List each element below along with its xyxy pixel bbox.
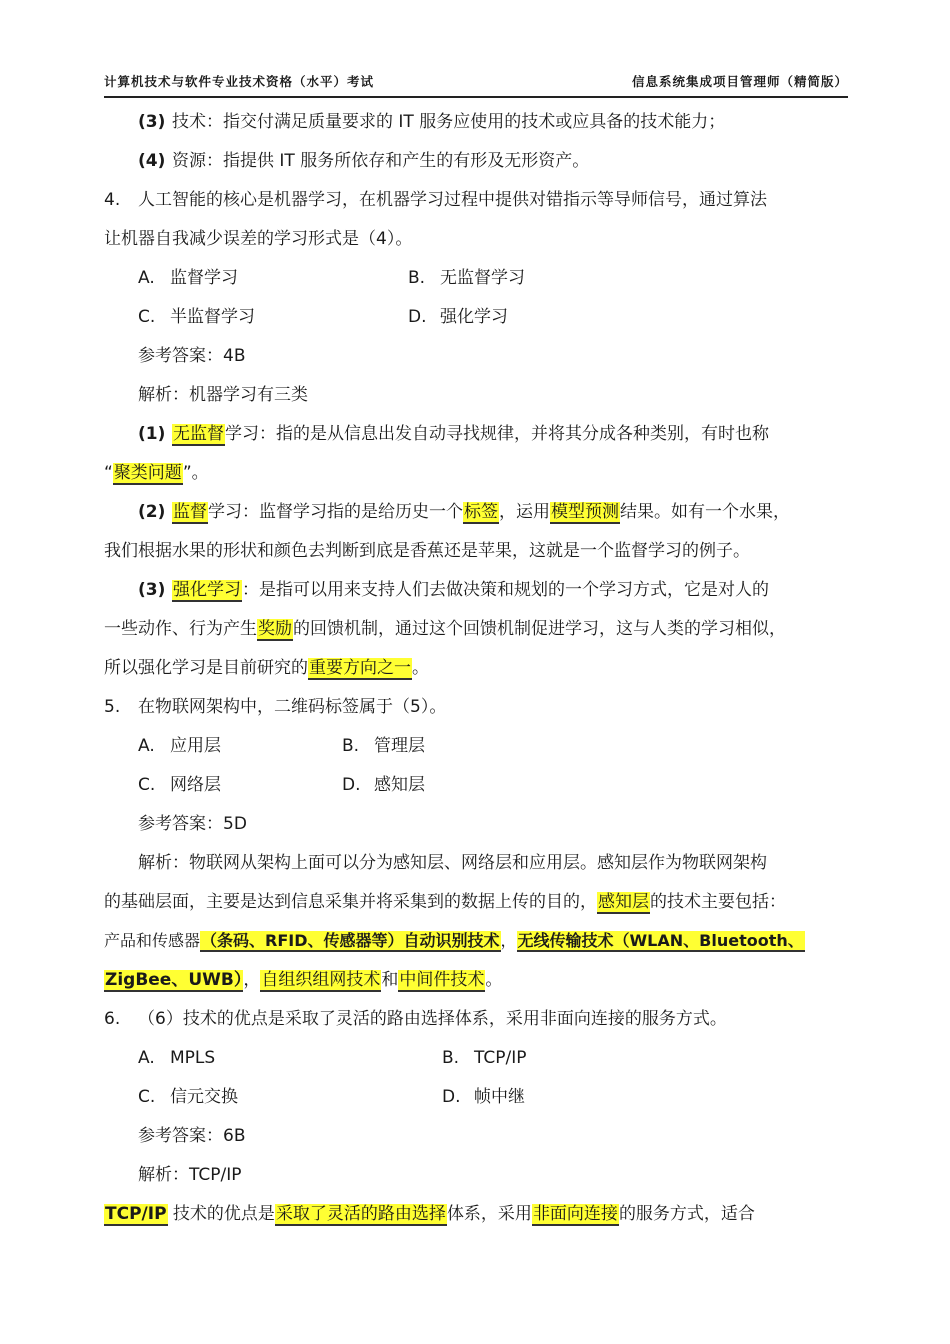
question-4-stem: 4. 人工智能的核心是机器学习，在机器学习过程中提供对错指示等导师信号，通过算法 [104, 190, 767, 210]
question-4-stem-cont: 让机器自我减少误差的学习形式是（4）。 [104, 229, 413, 249]
question-5-options-cd: C. 网络层 D. 感知层 [138, 775, 425, 795]
item-4-resource: (4) 资源：指提供 IT 服务所依存和产生的有形及无形资产。 [138, 151, 590, 171]
highlight: 标签 [464, 502, 498, 522]
highlight: 聚类问题 [113, 463, 182, 483]
highlight: ZigBee、UWB） [105, 970, 243, 990]
item-3-technology: (3) 技术：指交付满足质量要求的 IT 服务应使用的技术或应具备的技术能力； [138, 112, 726, 132]
question-6-options-cd: C. 信元交换 D. 帧中继 [138, 1087, 525, 1107]
question-4-answer: 参考答案：4B [138, 346, 246, 366]
question-4-options-ab: A. 监督学习 B. 无监督学习 [138, 268, 525, 288]
question-6-options-ab: A. MPLS B. TCP/IP [138, 1048, 527, 1068]
question-6-answer: 参考答案：6B [138, 1126, 246, 1146]
question-5-answer: 参考答案：5D [138, 814, 247, 834]
highlight: 监督 [173, 502, 207, 522]
header-left: 计算机技术与软件专业技术资格（水平）考试 [104, 74, 375, 89]
highlight: 强化学习 [173, 580, 241, 600]
question-4-options-cd: C. 半监督学习 D. 强化学习 [138, 307, 508, 327]
q4-point-3: (3) 强化学习：是指可以用来支持人们去做决策和规划的一个学习方式，它是对人的 [138, 580, 769, 600]
question-5-options-ab: A. 应用层 B. 管理层 [138, 736, 425, 756]
highlight: 中间件技术 [399, 970, 485, 990]
q4-point-1-cont: “聚类问题”。 [104, 463, 209, 483]
question-6-analysis: 解析：TCP/IP [138, 1165, 242, 1185]
highlight: 自组织组网技术 [261, 970, 381, 990]
header-right: 信息系统集成项目管理师（精简版） [631, 74, 848, 89]
question-6-analysis-cont: TCP/IP 技术的优点是采取了灵活的路由选择体系，采用非面向连接的服务方式，适合 [105, 1204, 755, 1224]
highlight: 重要方向之一 [309, 658, 411, 678]
question-5-analysis: 解析：物联网从架构上面可以分为感知层、网络层和应用层。感知层作为物联网架构 [138, 853, 767, 873]
q4-point-2-cont: 我们根据水果的形状和颜色去判断到底是香蕉还是苹果，这就是一个监督学习的例子。 [104, 541, 750, 561]
question-5-stem: 5. 在物联网架构中，二维码标签属于（5）。 [104, 697, 447, 717]
page-header [104, 68, 848, 98]
highlight: 模型预测 [551, 502, 619, 522]
question-5-analysis-cont2: 产品和传感器（条码、RFID、传感器等）自动识别技术，无线传输技术（WLAN、Bluetooth、 [104, 931, 804, 950]
highlight: TCP/IP [105, 1204, 167, 1224]
question-5-analysis-cont3: ZigBee、UWB），自组织组网技术和中间件技术。 [105, 970, 503, 990]
q4-point-3-cont2: 所以强化学习是目前研究的重要方向之一。 [104, 658, 429, 678]
q4-point-3-cont: 一些动作、行为产生奖励的回馈机制，通过这个回馈机制促进学习，这与人类的学习相似， [104, 619, 786, 639]
q4-point-2: (2) 监督学习：监督学习指的是给历史一个标签，运用模型预测结果。如有一个水果， [138, 502, 790, 522]
highlight: 无监督 [173, 424, 224, 444]
highlight: 非面向连接 [532, 1204, 618, 1224]
highlight: 无线传输技术（WLAN、Bluetooth、 [517, 931, 804, 950]
q4-point-1: (1) 无监督学习：指的是从信息出发自动寻找规律，并将其分成各种类别，有时也称 [138, 424, 769, 444]
highlight: 奖励 [258, 619, 292, 639]
question-6-stem: 6. （6）技术的优点是采取了灵活的路由选择体系，采用非面向连接的服务方式。 [104, 1009, 727, 1029]
question-4-analysis: 解析：机器学习有三类 [138, 385, 308, 405]
highlight: 感知层 [598, 892, 649, 912]
highlight: （条码、RFID、传感器等）自动识别技术 [201, 931, 500, 950]
question-5-analysis-cont: 的基础层面，主要是达到信息采集并将采集到的数据上传的目的，感知层的技术主要包括： [104, 892, 786, 912]
highlight: 采取了灵活的路由选择 [275, 1204, 446, 1224]
